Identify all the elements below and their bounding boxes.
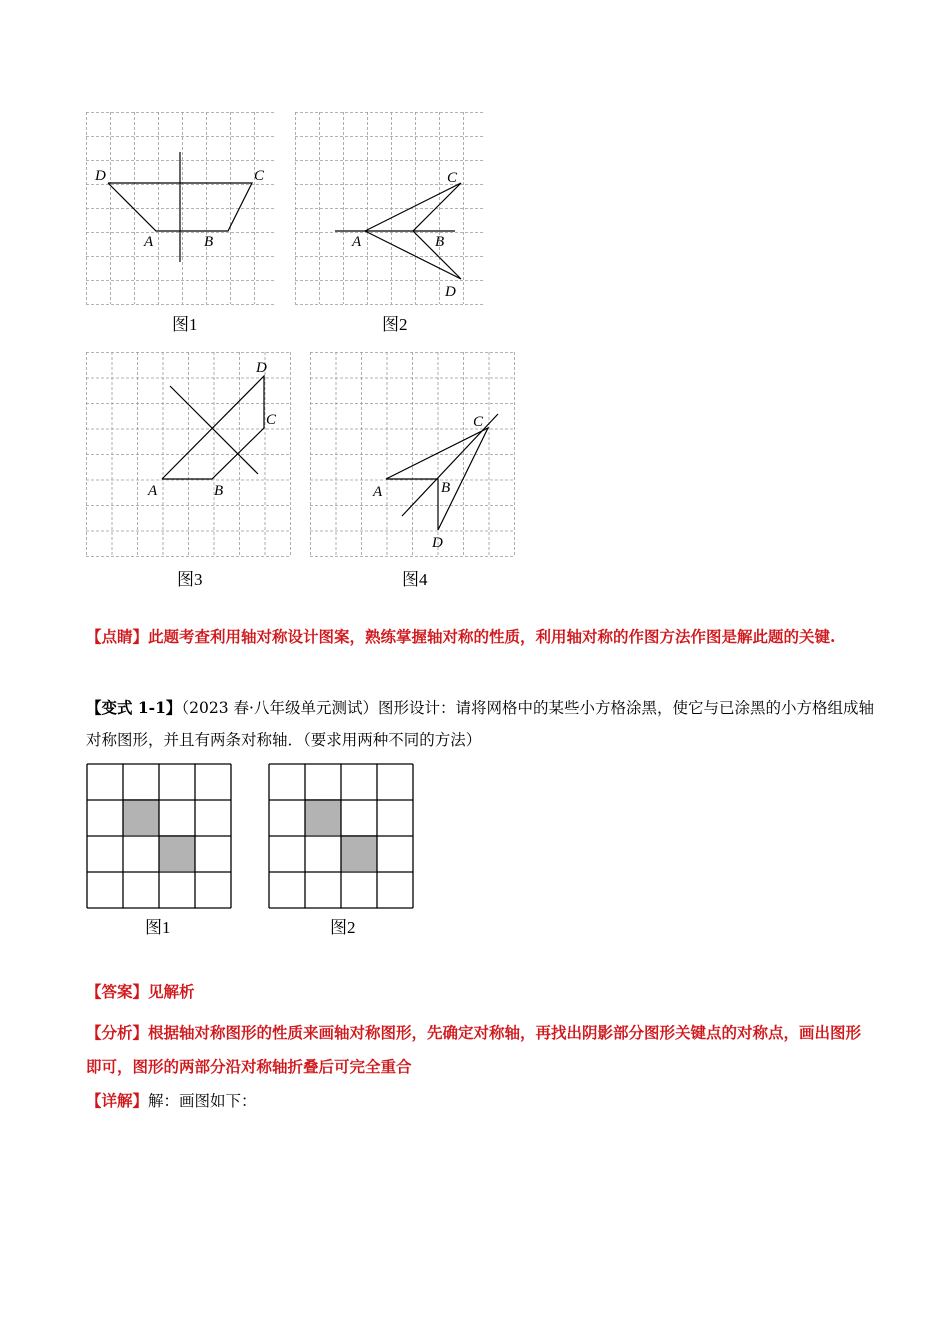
- shaded-cell: [341, 835, 377, 871]
- label-d: D: [432, 535, 443, 551]
- shaded-cell: [159, 835, 195, 871]
- figure-caption: 图1: [172, 315, 198, 334]
- label-d: D: [445, 284, 456, 300]
- grid-figure-1: [86, 763, 234, 911]
- shaded-cell: [305, 799, 341, 835]
- label-a: A: [144, 234, 154, 250]
- label-d: D: [95, 168, 106, 184]
- dashed-grid: [86, 112, 276, 305]
- tip-paragraph: [86, 620, 876, 653]
- figure-caption: 图4: [402, 570, 428, 589]
- detail-text: 解：画图如下：: [148, 1092, 257, 1110]
- label-d: D: [256, 360, 267, 376]
- solid-grid: [87, 764, 231, 908]
- label-b: B: [441, 480, 451, 496]
- label-c: C: [254, 168, 265, 184]
- answer-paragraph: [86, 981, 876, 1003]
- label-b: B: [435, 234, 445, 250]
- analysis-paragraph: [86, 1016, 876, 1084]
- tip-tag: 【点睛】: [86, 627, 149, 646]
- figure-caption: 图3: [177, 570, 203, 589]
- variant-paragraph: [86, 692, 876, 756]
- variant-text: （2023 春·八年级单元测试）图形设计：请将网格中的某些小方格涂黑，使它与已涂黑的小方格组成轴对称图形，并且有两条对称轴．（要求用两种不同的方法）: [86, 699, 874, 749]
- label-a: A: [352, 234, 362, 250]
- figure-3: [86, 352, 292, 558]
- answer-tag: 【答案】: [86, 982, 149, 1001]
- dashed-grid: [295, 112, 485, 305]
- figure-caption: 图2: [330, 918, 356, 937]
- label-a: A: [148, 483, 158, 499]
- tip-text: 此题考查利用轴对称设计图案，熟练掌握轴对称的性质，利用轴对称的作图方法作图是解此题的关键.: [148, 627, 836, 646]
- grid-figure-2: [268, 763, 416, 911]
- shaded-cell: [123, 799, 159, 835]
- figure-2-arrow: [295, 112, 485, 306]
- dashed-grid: [86, 352, 291, 557]
- analysis-text: 根据轴对称图形的性质来画轴对称图形，先确定对称轴，再找出阴影部分图形关键点的对称点，画出图形即可，图形的两部分沿对称轴折叠后可完全重合: [86, 1023, 862, 1076]
- detail-paragraph: [86, 1090, 876, 1112]
- label-b: B: [214, 483, 224, 499]
- label-a: A: [373, 484, 383, 500]
- figure-1-trapezoid: [86, 112, 276, 306]
- variant-tag: 【变式 1-1】: [86, 698, 182, 717]
- solid-grid: [269, 764, 413, 908]
- figure-caption: 图2: [382, 315, 408, 334]
- answer-text: 见解析: [148, 982, 195, 1001]
- label-c: C: [266, 412, 277, 428]
- label-c: C: [473, 414, 484, 430]
- label-b: B: [204, 234, 214, 250]
- detail-tag: 【详解】: [86, 1091, 149, 1110]
- analysis-tag: 【分析】: [86, 1023, 149, 1042]
- figure-4: [310, 352, 516, 558]
- figure-caption: 图1: [145, 918, 171, 937]
- label-c: C: [447, 170, 458, 186]
- dashed-grid: [310, 352, 515, 557]
